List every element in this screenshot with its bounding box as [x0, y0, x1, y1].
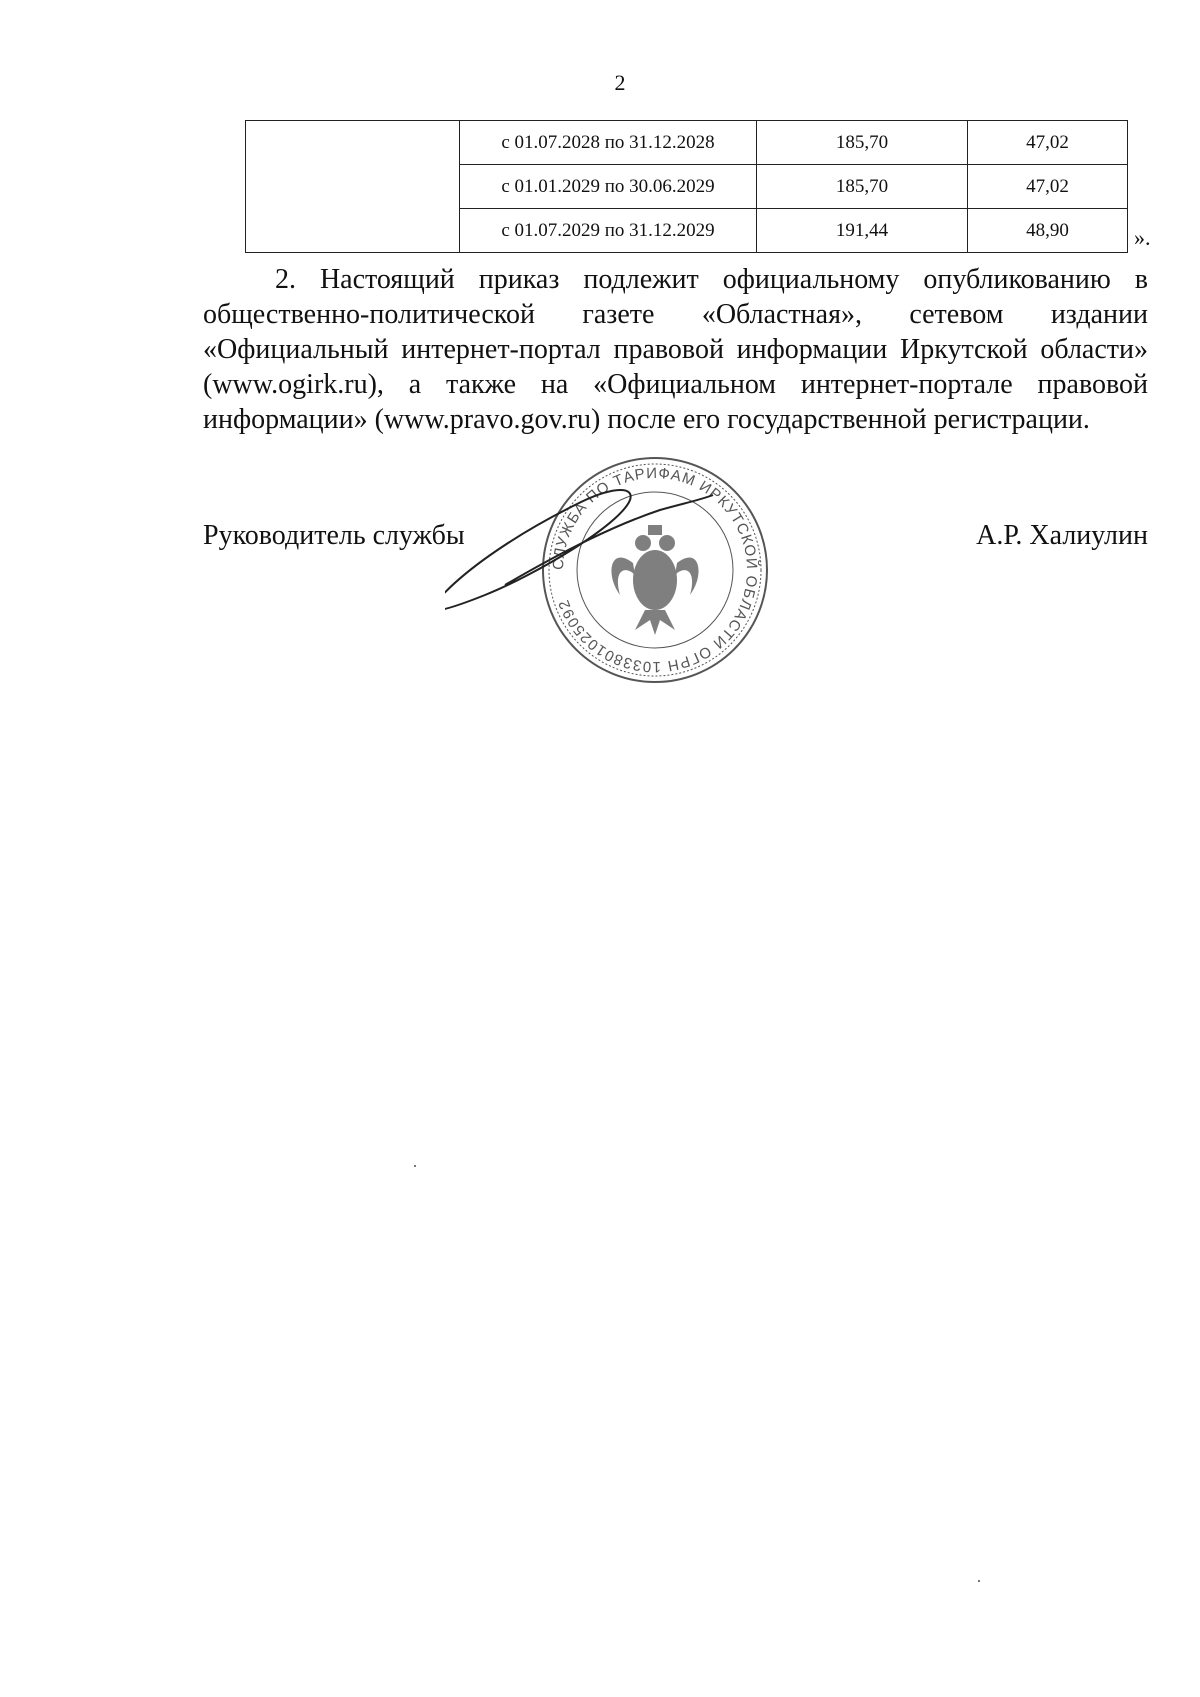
table-cell-value: 191,44 [757, 209, 968, 253]
table-cell-value: 47,02 [968, 165, 1128, 209]
scan-artifact [414, 1165, 416, 1167]
paragraph-publication: 2. Настоящий приказ подлежит официальному опубликованию в общественно-политической газете «Областная», сетевом издании «Официальный интернет-портал правовой информации Иркутской области» (www.ogirk.ru), а также на «Официальном интернет-портале правовой информации» (www.pravo.gov.ru) после его государственной регистрации. [203, 264, 1148, 435]
table-cell-value: 185,70 [757, 165, 968, 209]
stamp-circular-textpath: СЛУЖБА ПО ТАРИФАМ ИРКУТСКОЙ ОБЛАСТИ ОГРН 1033801025092 [549, 464, 761, 676]
table-cell-value: 185,70 [757, 121, 968, 165]
table-cell-value: 48,90 [968, 209, 1128, 253]
table-cell-period: с 01.01.2029 по 30.06.2029 [460, 165, 757, 209]
closing-quote-mark: ». [1134, 225, 1151, 250]
coat-of-arms-icon [611, 525, 698, 635]
tariff-table [245, 120, 1128, 253]
official-stamp-and-signature [445, 445, 865, 695]
table-row [246, 121, 1128, 165]
table-cell-merged [246, 121, 460, 253]
table-cell-period: с 01.07.2028 по 31.12.2028 [460, 121, 757, 165]
table-cell-period: с 01.07.2029 по 31.12.2029 [460, 209, 757, 253]
table-cell-value: 47,02 [968, 121, 1128, 165]
page-number: 2 [614, 70, 626, 95]
signer-name: А.Р. Халиулин [976, 520, 1148, 551]
signer-position: Руководитель службы [203, 520, 465, 551]
scan-artifact [978, 1580, 980, 1582]
